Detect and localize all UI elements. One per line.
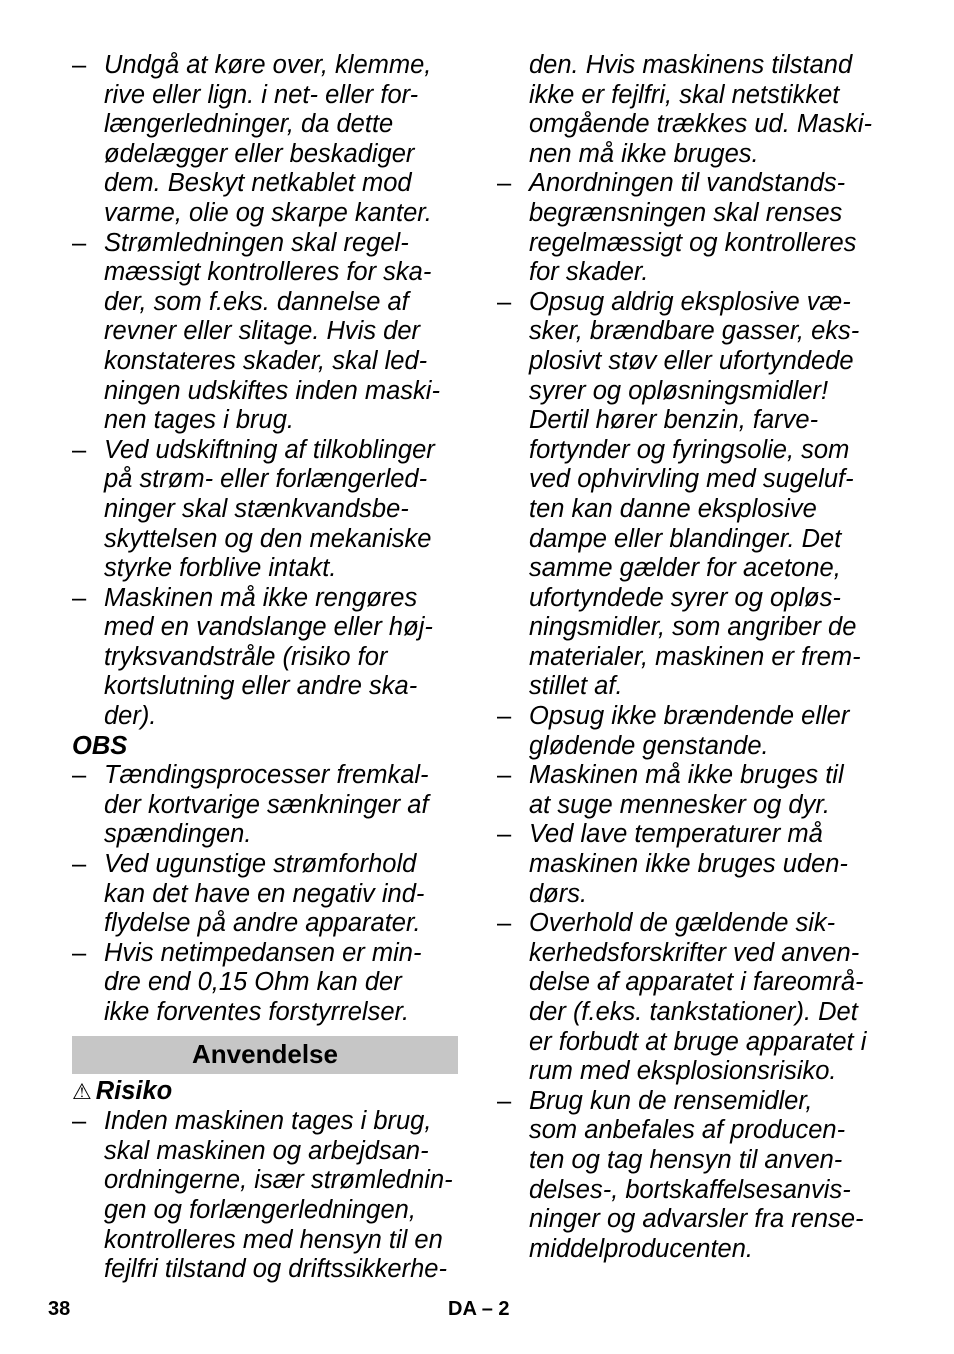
list-group-right [497, 169, 892, 1264]
text-line: der, som f.eks. dannelse af [104, 287, 409, 316]
list-item [72, 584, 462, 732]
text-line: sker, brændbare gasser, eks- [529, 317, 860, 346]
list-item [497, 288, 892, 702]
text-line: er forbudt at bruge apparatet i [529, 1027, 867, 1056]
text-line: kan det have en negativ ind- [104, 879, 425, 908]
text-line: Opsug aldrig eksplosive væ- [529, 287, 851, 316]
text-line: ødelægger eller beskadiger [104, 139, 415, 168]
text-line: plosivt støv eller ufortyndede [529, 346, 854, 375]
text-line: tryksvandstråle (risiko for [104, 642, 388, 671]
continuation-lines [529, 51, 892, 169]
text-line: kerhedsforskrifter ved anven- [529, 938, 860, 967]
list-item [497, 909, 892, 1087]
list-item [497, 761, 892, 820]
list-item [72, 436, 462, 584]
text-line: Overhold de gældende sik- [529, 909, 836, 938]
text-line: ordningerne, især strømlednin- [104, 1166, 453, 1195]
text-line: Hvis netimpedansen er min- [104, 938, 422, 967]
dash-bullet: – [72, 228, 87, 257]
text-line: kontrolleres med hensyn til en [104, 1225, 443, 1254]
list-item [72, 850, 462, 939]
risk-label: Risiko [95, 1076, 173, 1105]
list-item [497, 820, 892, 909]
text-line: middelproducenten. [529, 1234, 753, 1263]
text-line: med en vandslange eller høj- [104, 613, 433, 642]
dash-bullet: – [497, 702, 512, 731]
text-line: materialer, maskinen er frem- [529, 642, 861, 671]
text-line: ninger skal stænkvandsbe- [104, 494, 409, 523]
dash-bullet: – [72, 761, 87, 790]
text-line: der kortvarige sænkninger af [104, 790, 429, 819]
text-line: mæssigt kontrolleres for ska- [104, 258, 432, 287]
page-number: 38 [48, 1298, 71, 1320]
dash-bullet: – [497, 169, 512, 198]
section-code: DA – 2 [448, 1298, 510, 1320]
text-line: Maskinen må ikke rengøres [104, 583, 418, 612]
dash-bullet: – [72, 583, 87, 612]
dash-bullet: – [72, 1107, 87, 1136]
text-line: Anordningen til vandstands- [529, 169, 846, 198]
text-line: skyttelsen og den mekaniske [104, 524, 432, 553]
text-line: omgående trækkes ud. Maski- [529, 110, 872, 139]
text-line: nen tages i brug. [104, 406, 294, 435]
text-line: dem. Beskyt netkablet mod [104, 169, 412, 198]
dash-bullet: – [72, 938, 87, 967]
text-line: Strømledningen skal regel- [104, 228, 409, 257]
text-line: flydelse på andre apparater. [104, 909, 421, 938]
text-line: dampe eller blandinger. Det [529, 524, 842, 553]
list-group-c [72, 1107, 462, 1285]
list-item [72, 939, 462, 1028]
text-line: der (f.eks. tankstationer). Det [529, 998, 858, 1026]
text-line: Ved udskiftning af tilkoblinger [104, 435, 435, 464]
text-line: som anbefales af producen- [529, 1116, 846, 1145]
dash-bullet: – [497, 820, 512, 849]
text-line: begrænsningen skal renses [529, 198, 843, 227]
list-item [497, 169, 892, 287]
dash-bullet: – [497, 287, 512, 316]
text-line: nen må ikke bruges. [529, 139, 759, 168]
text-line: Inden maskinen tages i brug, [104, 1107, 432, 1136]
text-line: fejlfri tilstand og driftssikkerhe- [104, 1255, 447, 1284]
text-line: konstateres skader, skal led- [104, 346, 428, 375]
text-line: regelmæssigt og kontrolleres [529, 228, 857, 257]
text-line: fortynder og fyringsolie, som [529, 435, 850, 464]
dash-bullet: – [497, 761, 512, 790]
dash-bullet: – [72, 435, 87, 464]
text-line: rive eller lign. i net- eller for- [104, 80, 419, 109]
text-line: ningen udskiftes inden maski- [104, 376, 440, 405]
text-line: syrer og opløsningsmidler! [529, 376, 829, 405]
list-item [72, 761, 462, 850]
text-line: ufortyndede syrer og opløs- [529, 583, 841, 612]
text-line: Undgå at køre over, klemme, [104, 51, 432, 79]
text-line: maskinen ikke bruges uden- [529, 850, 848, 879]
text-line: ninger og advarsler fra rense- [529, 1205, 864, 1234]
list-item [72, 229, 462, 436]
text-line: der). [104, 702, 157, 731]
text-line: Dertil hører benzin, farve- [529, 406, 819, 435]
text-line: længerledninger, da dette [104, 110, 394, 139]
list-item [497, 1087, 892, 1265]
list-item [72, 51, 462, 229]
dash-bullet: – [497, 1086, 512, 1115]
text-line: Opsug ikke brændende eller [529, 702, 850, 731]
text-line: Tændingsprocesser fremkal- [104, 761, 429, 790]
text-line: samme gælder for acetone, [529, 554, 841, 583]
text-line: Maskinen må ikke bruges til [529, 761, 844, 790]
list-item [497, 702, 892, 761]
text-line: på strøm- eller forlængerled- [104, 465, 428, 494]
dash-bullet: – [497, 909, 512, 938]
text-line: dre end 0,15 Ohm kan der [104, 968, 402, 997]
right-column [497, 51, 892, 1264]
text-line: glødende genstande. [529, 731, 769, 760]
text-line: ten og tag hensyn til anven- [529, 1145, 843, 1174]
text-line: styrke forblive intakt. [104, 554, 337, 583]
text-line: rum med eksplosionsrisiko. [529, 1057, 837, 1086]
text-line: Ved lave temperaturer må [529, 820, 823, 849]
warning-triangle-icon: ⚠ [72, 1079, 92, 1105]
text-line: ikke forventes forstyrrelser. [104, 998, 410, 1026]
text-line: ten kan danne eksplosive [529, 494, 817, 523]
continuation-paragraph [497, 51, 892, 169]
text-line: Ved ugunstige strømforhold [104, 850, 417, 879]
text-line: stillet af. [529, 672, 623, 701]
text-line: at suge mennesker og dyr. [529, 790, 830, 819]
text-line: varme, olie og skarpe kanter. [104, 198, 432, 227]
text-line: ved ophvirvling med sugeluf- [529, 465, 854, 494]
text-line: ikke er fejlfri, skal netstikket [529, 80, 840, 109]
section-heading: Anvendelse [72, 1036, 458, 1074]
text-line: dørs. [529, 879, 588, 908]
text-line: gen og forlængerledningen, [104, 1195, 416, 1224]
text-line: kortslutning eller andre ska- [104, 672, 418, 701]
dash-bullet: – [72, 51, 87, 79]
dash-bullet: – [72, 850, 87, 879]
text-line: spændingen. [104, 820, 252, 849]
obs-heading: OBS [72, 731, 128, 760]
risk-heading [72, 1077, 462, 1108]
text-line: ningsmidler, som angriber de [529, 613, 857, 642]
left-column [72, 51, 462, 1285]
list-group-a [72, 51, 462, 732]
text-line: Brug kun de rensemidler, [529, 1086, 813, 1115]
text-line: revner eller slitage. Hvis der [104, 317, 421, 346]
list-group-b [72, 761, 462, 1027]
text-line: skal maskinen og arbejdsan- [104, 1136, 429, 1165]
text-line: for skader. [529, 258, 649, 287]
text-line: delse af apparatet i fareområ- [529, 968, 864, 997]
text-line: delses-, bortskaffelsesanvis- [529, 1175, 851, 1204]
list-item [72, 1107, 462, 1285]
text-line: den. Hvis maskinens tilstand [529, 51, 853, 79]
